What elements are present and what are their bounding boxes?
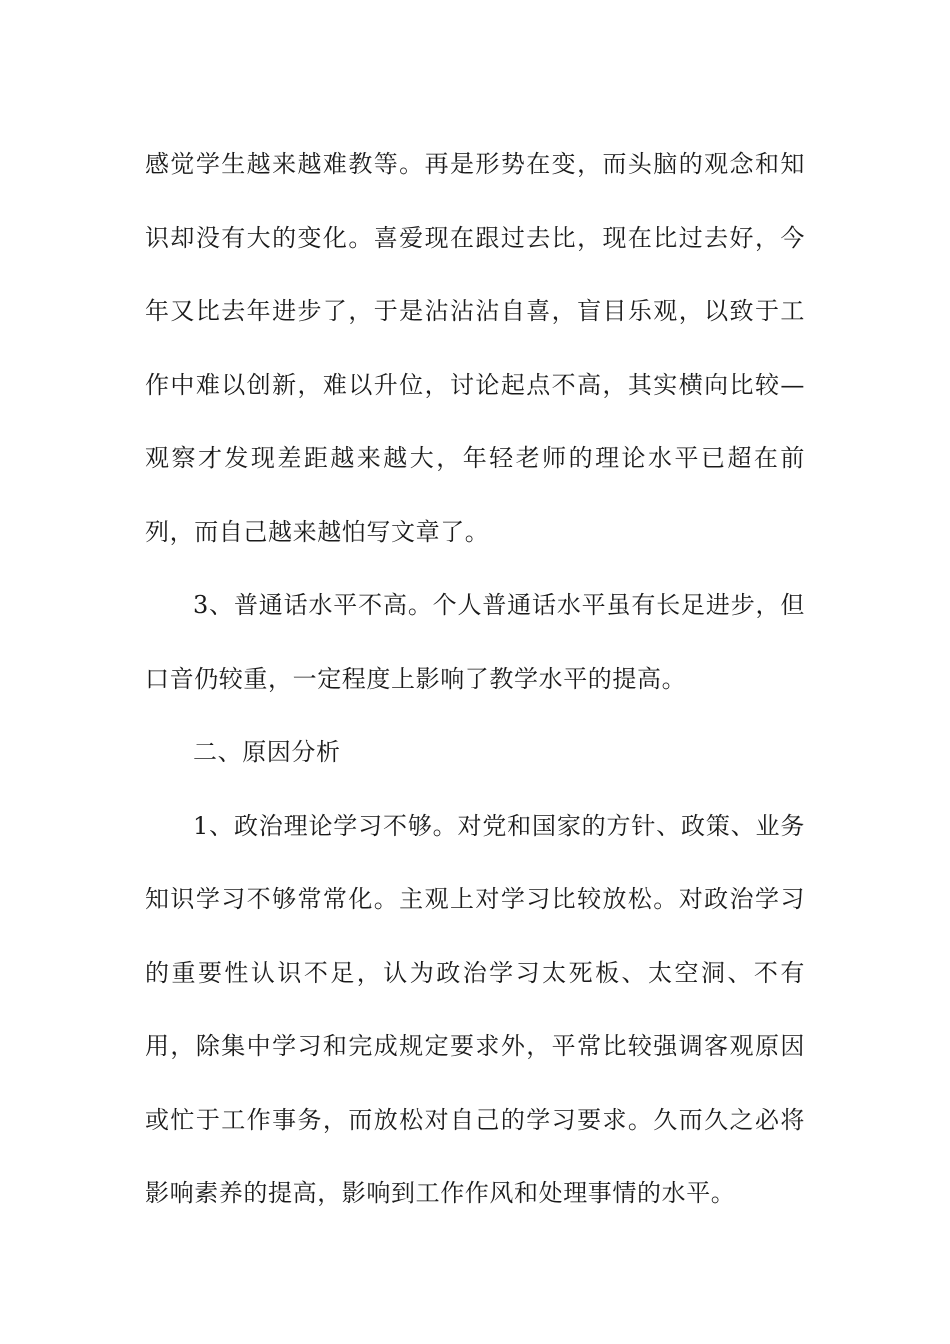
- paragraph-continued: 感觉学生越来越难教等。再是形势在变，而头脑的观念和知识却没有大的变化。喜爱现在跟过去比，现在比过去好，今年又比去年进步了，于是沾沾沾自喜，盲目乐观，以致于工作中难以创新，难以升位，讨论起点不高，其实横向比较—观察才发现差距越来越大，年轻老师的理论水平已超在前列，而自己越来越怕写文章了。: [145, 150, 805, 546]
- document-body: [145, 128, 805, 1231]
- paragraph-political-study: 1、政治理论学习不够。对党和国家的方针、政策、业务知识学习不够常常化。主观上对学习比较放松。对政治学习的重要性认识不足，认为政治学习太死板、太空洞、不有用，除集中学习和完成规定要求外，平常比较强调客观原因或忙于工作事务，而放松对自己的学习要求。久而久之必将影响素养的提高，影响到工作作风和处理事情的水平。: [145, 811, 805, 1207]
- section-heading-cause-analysis: 二、原因分析: [193, 738, 341, 766]
- paragraph-mandarin-level: 3、普通话水平不高。个人普通话水平虽有长足进步，但口音仍较重，一定程度上影响了教学水平的提高。: [145, 591, 805, 693]
